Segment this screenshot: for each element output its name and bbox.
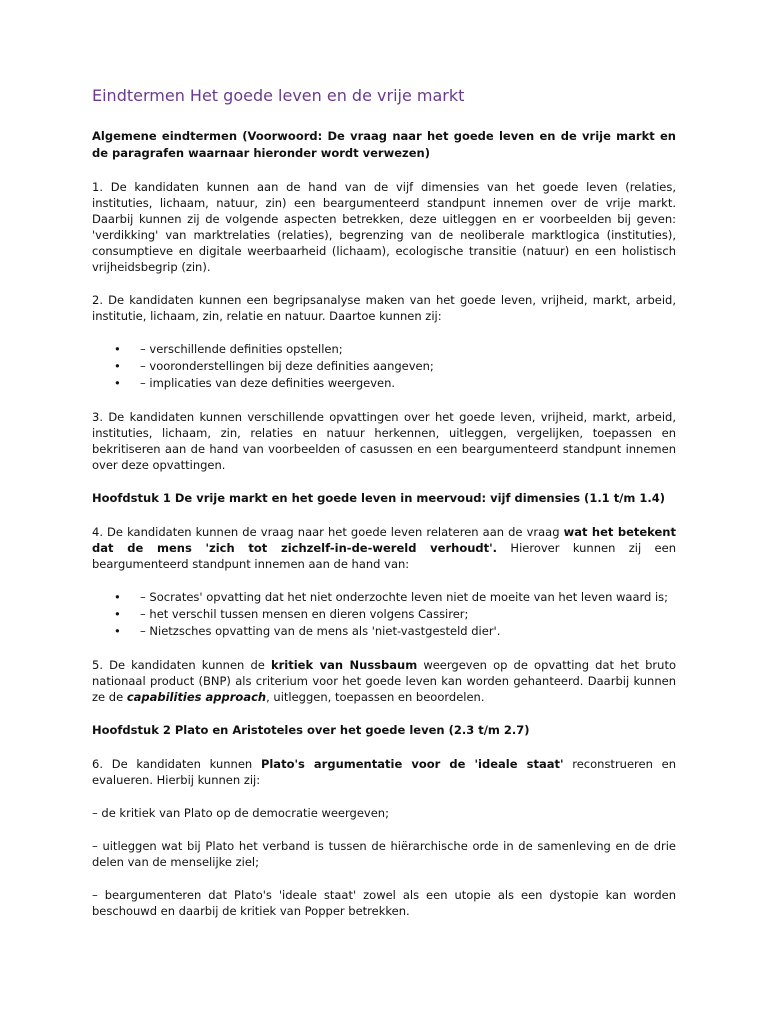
paragraph-5: 5. De kandidaten kunnen de kritiek van Nussbaum weergeven op de opvatting dat het bruto nationaal product (BNP) als criterium voor het goede leven kan worden gehanteerd. Daarbij kunnen ze de capabilities approach, uitleggen, toepassen en beoordelen. [92, 658, 676, 704]
list-item: • – het verschil tussen mensen en dieren volgens Cassirer; [114, 607, 469, 621]
bullet-icon: • [114, 590, 121, 604]
bullet-list-definitions [92, 341, 676, 392]
paragraph-6: 6. De kandidaten kunnen Plato's argumentatie voor de 'ideale staat' reconstrueren en evalueren. Hierbij kunnen zij: [92, 757, 676, 787]
paragraph-3: 3. De kandidaten kunnen verschillende opvattingen over het goede leven, vrijheid, markt, arbeid, instituties, lichaam, zin, relaties en natuur herkennen, uitleggen, vergelijken, toepassen en bekritiseren aan de hand van voorbeelden of casussen en een beargumenteerd standpunt innemen over deze opvattingen. [92, 410, 676, 472]
list-item: • – vooronderstellingen bij deze definities aangeven; [114, 359, 434, 373]
bullet-icon: • [114, 359, 121, 373]
bullet-icon: • [114, 607, 121, 621]
chapter-2-heading: Hoofdstuk 2 Plato en Aristoteles over het goede leven (2.3 t/m 2.7) [92, 723, 530, 737]
dash-item: – de kritiek van Plato op de democratie weergeven; [92, 806, 389, 820]
bullet-icon: • [114, 376, 121, 390]
document-title: Eindtermen Het goede leven en de vrije markt [92, 86, 465, 105]
paragraph-2: 2. De kandidaten kunnen een begripsanalyse maken van het goede leven, vrijheid, markt, arbeid, institutie, lichaam, zin, relatie en natuur. Daartoe kunnen zij: [92, 293, 676, 323]
bullet-list-philosophers [92, 589, 676, 640]
list-item: • – Nietzsches opvatting van de mens als 'niet-vastgesteld dier'. [114, 624, 501, 638]
paragraph-1: 1. De kandidaten kunnen aan de hand van de vijf dimensies van het goede leven (relaties, instituties, lichaam, natuur, zin) een beargumenteerd standpunt innemen over de vrije markt. Daarbij kunnen zij de volgende aspecten betrekken, deze uitleggen en er voorbeelden bij geven: 'verdikking' van marktrelaties (relaties), begrenzing van de neoliberale marktlogica (instituties), consumptieve en digitale weerbaarheid (lichaam), ecologische transitie (natuur) en een holistisch vrijheidsbegrip (zin). [92, 180, 676, 274]
dash-item: – uitleggen wat bij Plato het verband is tussen de hiërarchische orde in de samenleving en de drie delen van de menselijke ziel; [92, 839, 676, 869]
general-heading: Algemene eindtermen (Voorwoord: De vraag naar het goede leven en de vrije markt en de paragrafen waarnaar hieronder wordt verwezen) [92, 129, 676, 160]
paragraph-4: 4. De kandidaten kunnen de vraag naar het goede leven relateren aan de vraag wat het betekent dat de mens 'zich tot zichzelf-in-de-wereld verhoudt'. Hierover kunnen zij een beargumenteerd standpunt innemen aan de hand van: [92, 525, 677, 571]
list-item: • – implicaties van deze definities weergeven. [114, 376, 396, 390]
list-item: • – verschillende definities opstellen; [114, 342, 343, 356]
list-item: • – Socrates' opvatting dat het niet onderzochte leven niet de moeite van het leven waard is; [114, 590, 669, 604]
chapter-1-heading: Hoofdstuk 1 De vrije markt en het goede leven in meervoud: vijf dimensies (1.1 t/m 1.4) [92, 491, 666, 505]
dash-item: – beargumenteren dat Plato's 'ideale staat' zowel als een utopie als een dystopie kan worden beschouwd en daarbij de kritiek van Popper betrekken. [92, 888, 676, 918]
bullet-icon: • [114, 342, 121, 356]
bullet-icon: • [114, 624, 121, 638]
